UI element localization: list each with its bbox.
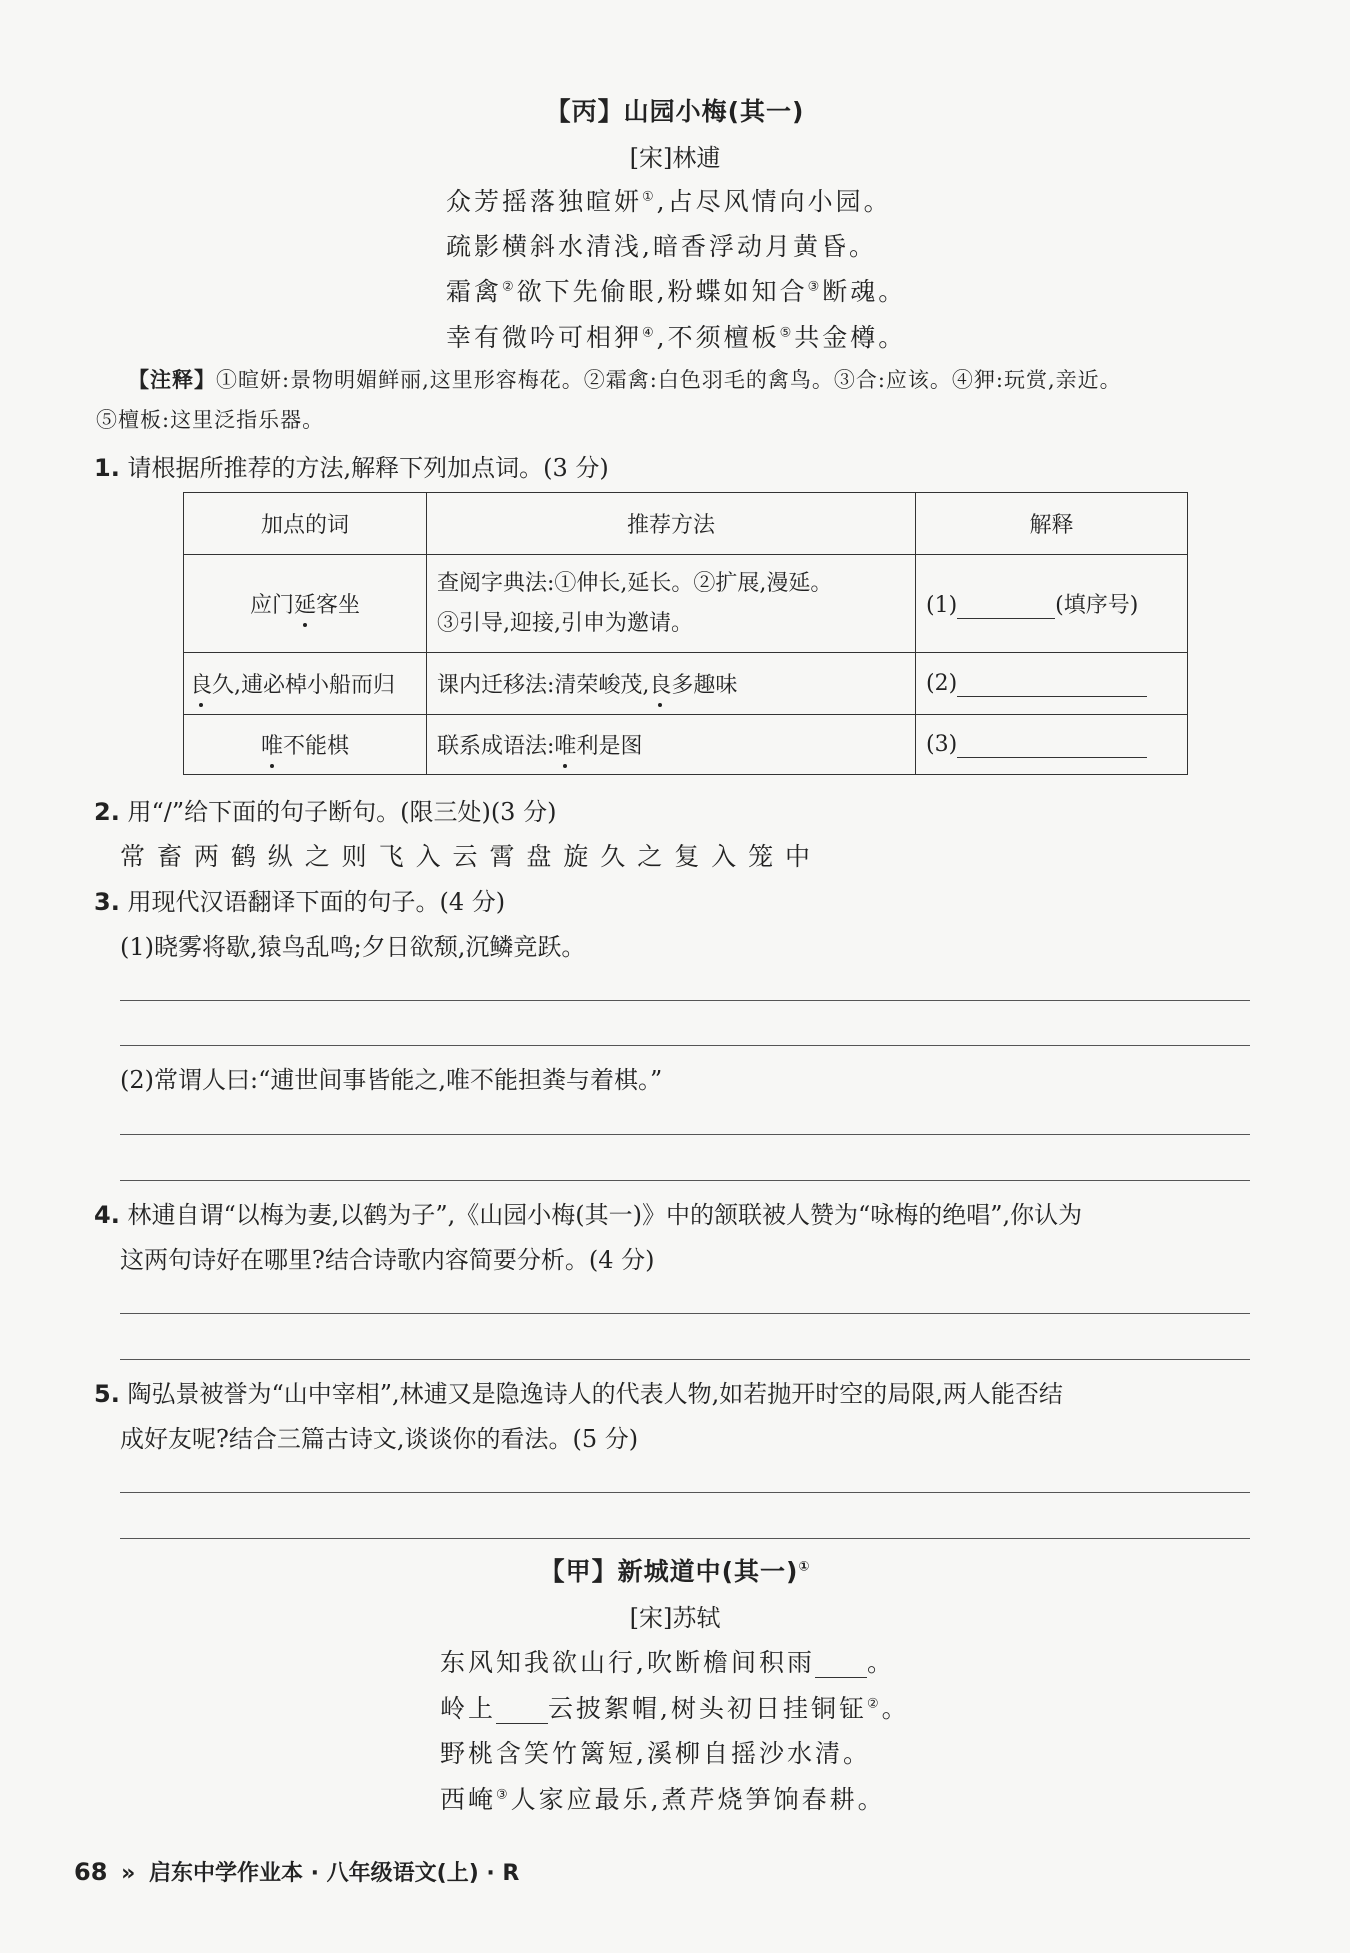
poem-bing-notes-cont: ⑤檀板:这里泛指乐器。 [96,408,325,432]
question-1: 1. 请根据所推荐的方法,解释下列加点词。(3 分) [94,454,609,482]
poem-jia-line-2: 岭上 云披絮帽,树头初日挂铜钲②。 [440,1694,910,1723]
answer-blank-2[interactable] [957,671,1147,697]
answer-cell-2: (2) [916,653,1188,715]
page-footer [74,1856,519,1887]
poem-bing-notes: 【注释】①暄妍:景物明媚鲜丽,这里形容梅花。②霜禽:白色羽毛的禽鸟。③合:应该。④狎:玩赏,亲近。 [128,368,1122,392]
poem-jia-line-1: 东风知我欲山行,吹断檐间积雨 。 [440,1648,895,1677]
answer-line[interactable] [120,1045,1250,1046]
answer-line[interactable] [120,1134,1250,1135]
poem-blank-2[interactable] [496,1694,548,1724]
poem-bing-line-2: 疏影横斜水清浅,暗香浮动月黄昏。 [446,232,877,261]
header-word: 加点的词 [184,493,427,555]
answer-cell-3: (3) [916,715,1188,775]
q3-sub-1: (1)晓雾将歇,猿鸟乱鸣;夕日欲颓,沉鳞竞跃。 [120,933,586,961]
answer-line[interactable] [120,1000,1250,1001]
question-5: 5. 陶弘景被誉为“山中宰相”,林逋又是隐逸诗人的代表人物,如若抛开时空的局限,两人能否结 [94,1380,1063,1408]
poem-jia-title: 【甲】新城道中(其一)① [539,1557,811,1586]
poem-jia-line-4: 西崦③人家应最乐,煮芹烧笋饷春耕。 [440,1785,886,1814]
poem-bing-line-1: 众芳摇落独暄妍①,占尽风情向小园。 [446,187,892,216]
answer-cell-1: (1) (填序号) [916,555,1188,653]
question-2: 2. 用“/”给下面的句子断句。(限三处)(3 分) [94,798,557,826]
poem-bing-author: [宋]林逋 [629,144,721,172]
answer-blank-1[interactable] [957,593,1055,619]
method-cell: 课内迁移法:清荣峻茂,良多趣味 [427,653,916,715]
word-cell: 唯不能棋 [184,715,427,775]
word-cell: 良久,逋必棹小船而归 [184,653,427,715]
answer-line[interactable] [120,1492,1250,1493]
header-explain: 解释 [916,493,1188,555]
poem-bing-line-4: 幸有微吟可相狎④,不须檀板⑤共金樽。 [446,323,907,352]
poem-jia-author: [宋]苏轼 [629,1604,721,1632]
q2-sentence: 常 畜 两 鹤 纵 之 则 飞 入 云 霄 盘 旋 久 之 复 入 笼 中 [120,842,813,871]
poem-jia-line-3: 野桃含笑竹篱短,溪柳自摇沙水清。 [440,1739,871,1768]
method-cell: 联系成语法:唯利是图 [427,715,916,775]
answer-line[interactable] [120,1313,1250,1314]
header-method: 推荐方法 [427,493,916,555]
poem-blank-1[interactable] [815,1648,867,1678]
q1-table [183,492,1188,775]
question-4: 4. 林逋自谓“以梅为妻,以鹤为子”,《山园小梅(其一)》中的颔联被人赞为“咏梅的绝唱”,你认为 [94,1201,1083,1229]
table-row [184,715,1188,775]
table-header-row [184,493,1188,555]
method-cell: 查阅字典法:①伸长,延长。②扩展,漫延。 ③引导,迎接,引申为邀请。 [427,555,916,653]
page-number: 68 [74,1858,108,1886]
answer-line[interactable] [120,1359,1250,1360]
book-title: 启东中学作业本 · 八年级语文(上) · R [148,1861,520,1886]
question-5-cont: 成好友呢?结合三篇古诗文,谈谈你的看法。(5 分) [120,1425,639,1453]
answer-line[interactable] [120,1538,1250,1539]
table-row [184,555,1188,653]
table-row [184,653,1188,715]
word-cell: 应门延客坐 [184,555,427,653]
double-chevron-icon: » [121,1861,136,1886]
q3-sub-2: (2)常谓人曰:“逋世间事皆能之,唯不能担粪与着棋。” [120,1066,663,1094]
poem-bing-title: 【丙】山园小梅(其一) [545,97,805,126]
answer-blank-3[interactable] [957,732,1147,758]
question-4-cont: 这两句诗好在哪里?结合诗歌内容简要分析。(4 分) [120,1246,655,1274]
answer-line[interactable] [120,1180,1250,1181]
question-3: 3. 用现代汉语翻译下面的句子。(4 分) [94,888,506,916]
poem-bing-line-3: 霜禽②欲下先偷眼,粉蝶如知合③断魂。 [446,277,907,306]
